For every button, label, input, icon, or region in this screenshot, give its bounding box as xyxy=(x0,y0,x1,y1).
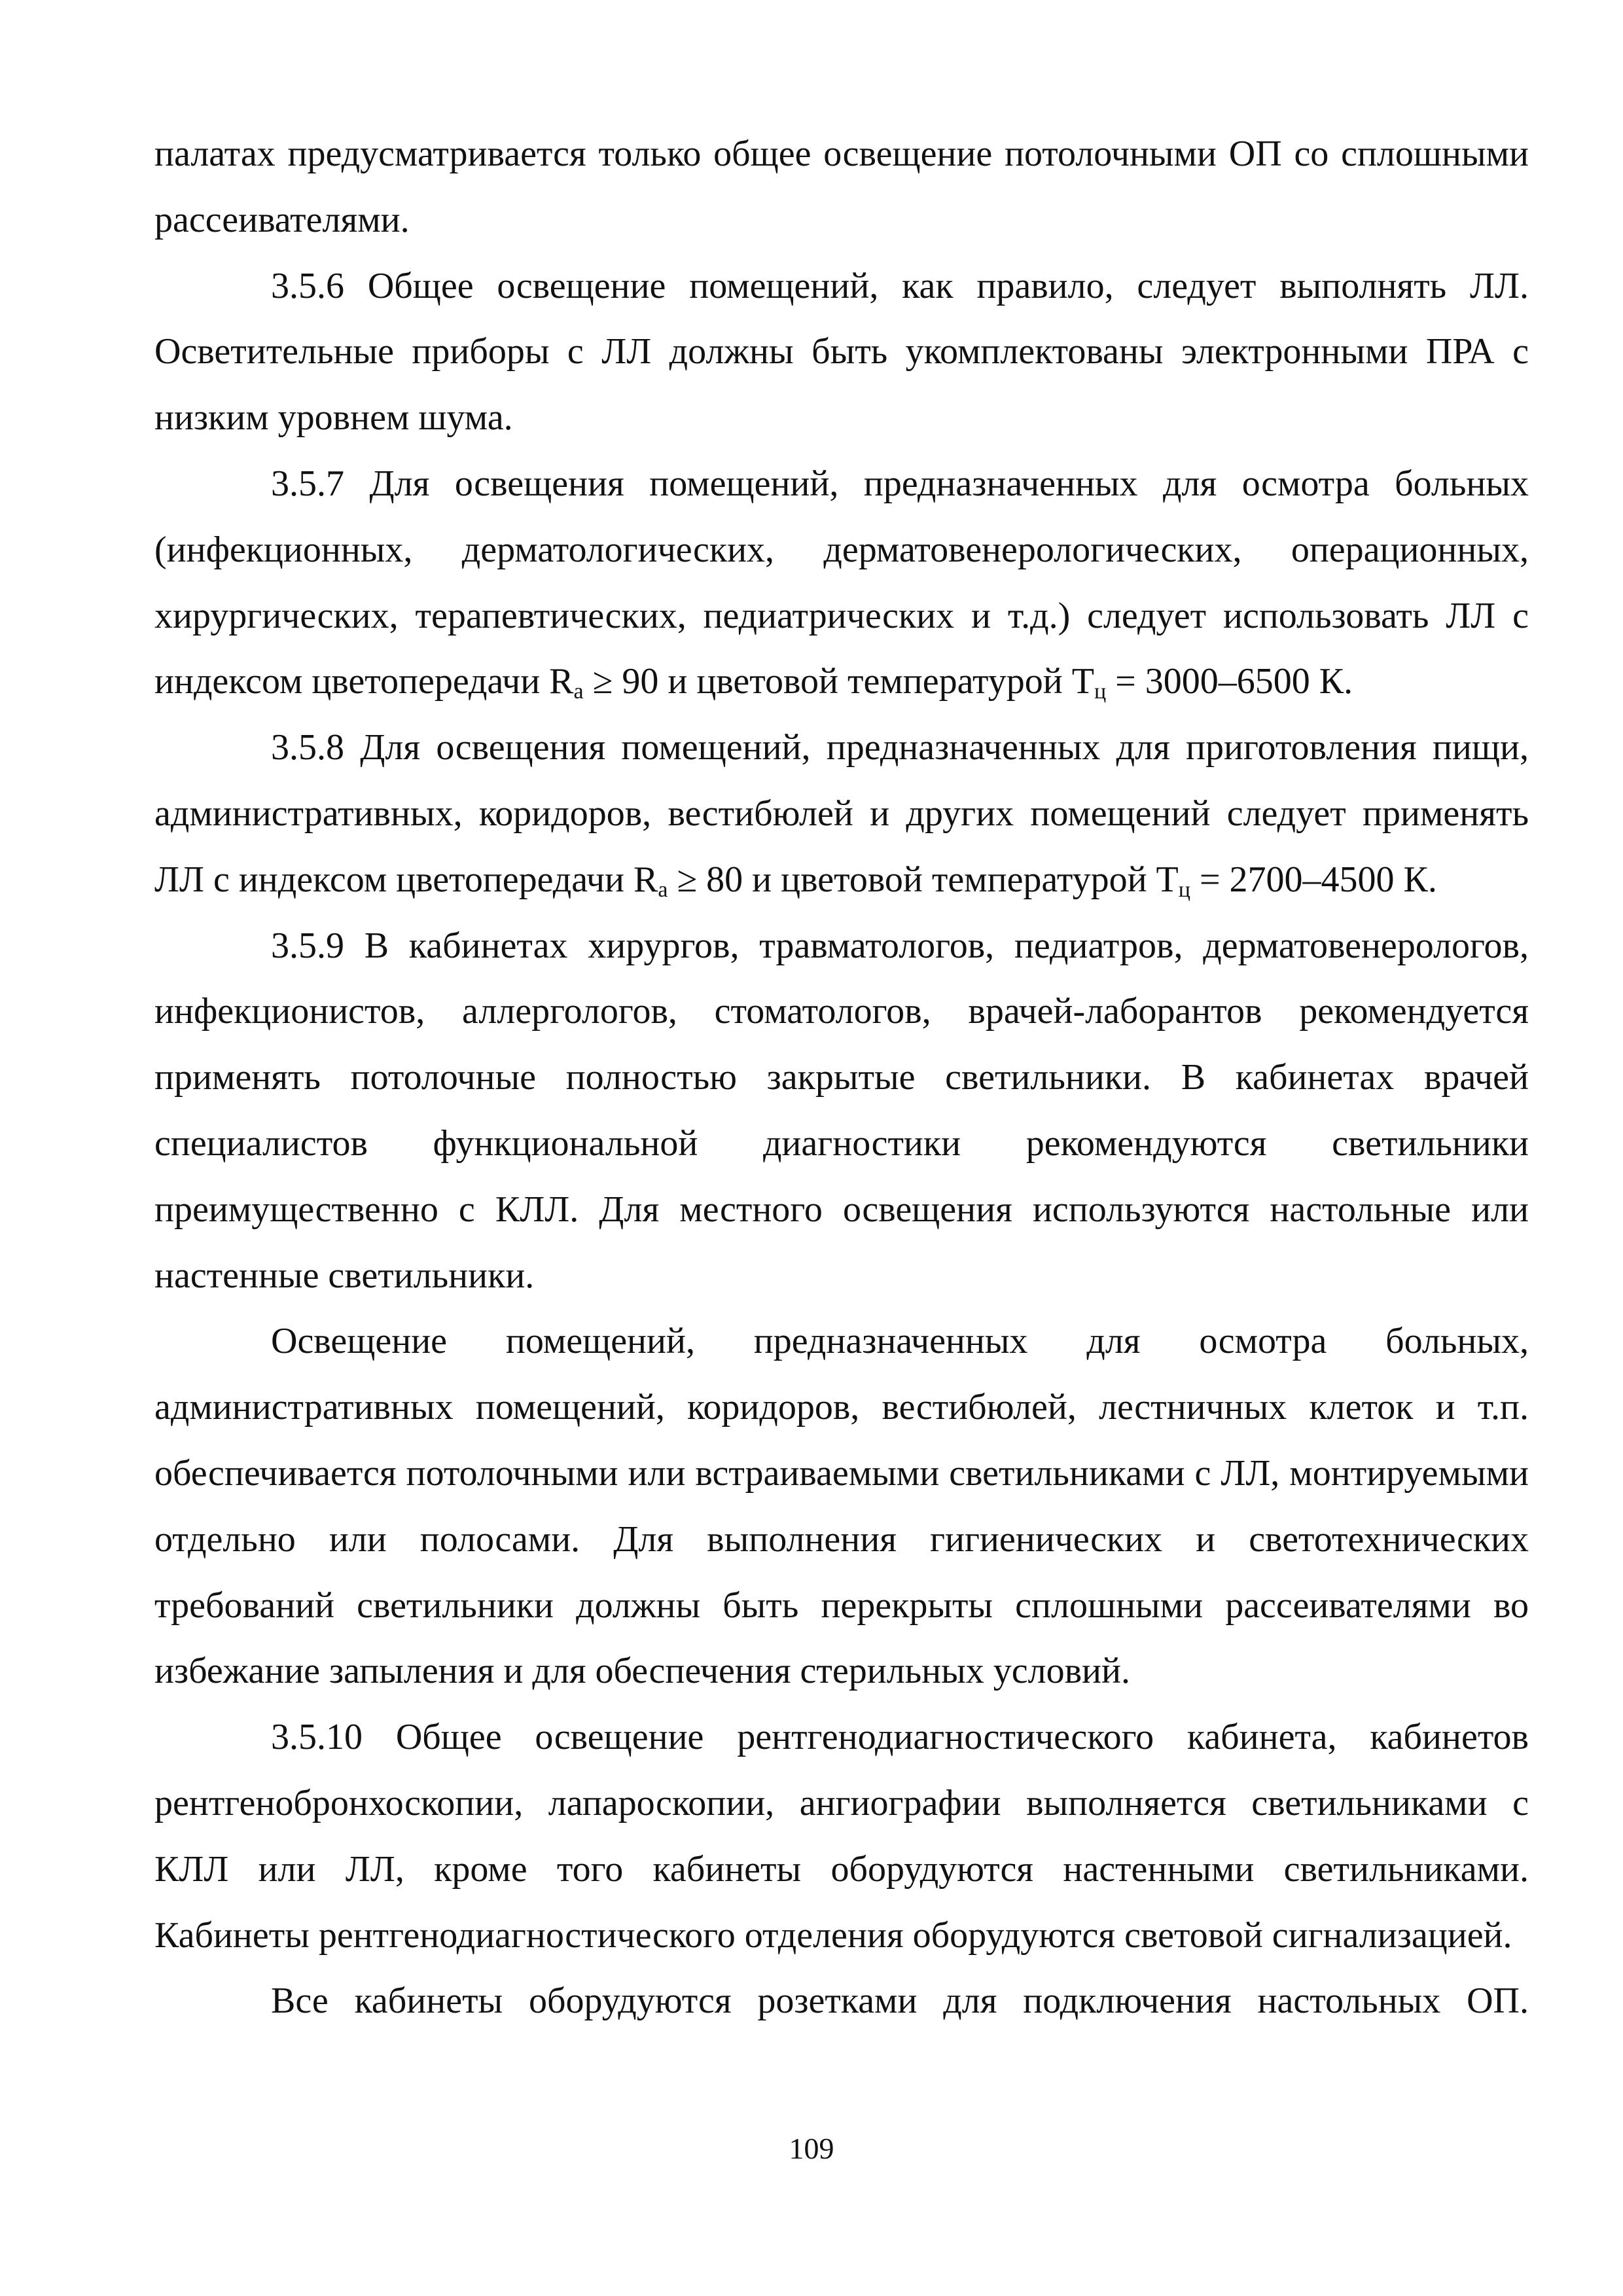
document-page xyxy=(154,121,1529,2034)
paragraph-3-5-7-text-a: 3.5.7 Для освещения помещений, предназначенных для осмотра больных (инфекционных, дерматологических, дерматовенерологических, операционных, хирургических, терапевтических, педиатрических и т.д.) следует использовать ЛЛ с индексом цветопередачи R xyxy=(154,463,1529,702)
paragraph-3-5-8-text-a: 3.5.8 Для освещения помещений, предназначенных для приготовления пищи, административных, коридоров, вестибюлей и других помещений следует применять ЛЛ с индексом цветопередачи R xyxy=(154,727,1529,900)
paragraph-3-5-7-text-c: = 3000–6500 К. xyxy=(1106,661,1353,702)
paragraph-3-5-7 xyxy=(154,451,1529,715)
color-temperature-subscript: ц xyxy=(1178,877,1190,902)
color-rendering-subscript: а xyxy=(573,679,584,704)
paragraph-continuation: палатах предусматривается только общее освещение потолочными ОП со сплошными рассеивателями. xyxy=(154,134,1529,240)
paragraph-3-5-6: 3.5.6 Общее освещение помещений, как правило, следует выполнять ЛЛ. Осветительные приборы с ЛЛ должны быть укомплектованы электронными ПРА с низким уровнем шума. xyxy=(154,265,1529,439)
paragraph-3-5-8 xyxy=(154,715,1529,912)
paragraph-3-5-8-text-c: = 2700–4500 К. xyxy=(1190,859,1437,900)
page-number: 109 xyxy=(789,2132,834,2165)
paragraph-3-5-7-text-b: ≥ 90 и цветовой температурой Т xyxy=(583,661,1094,702)
paragraph-lighting-general: Освещение помещений, предназначенных для осмотра больных, административных помещений, коридоров, вестибюлей, лестничных клеток и т.п. обеспечивается потолочными или встраиваемыми светильниками с ЛЛ, монтируемыми отдельно или полосами. Для выполнения гигиенических и светотехнических требований светильники должны быть перекрыты сплошными рассеивателями во избежание запыления и для обеспечения стерильных условий. xyxy=(154,1321,1529,1692)
paragraph-3-5-8-text-b: ≥ 80 и цветовой температурой Т xyxy=(668,859,1179,900)
color-rendering-subscript: а xyxy=(658,877,668,902)
paragraph-sockets: Все кабинеты оборудуются розетками для подключения настольных ОП. xyxy=(271,1981,1529,2022)
paragraph-3-5-10: 3.5.10 Общее освещение рентгенодиагностического кабинета, кабинетов рентгенобронхоскопии, лапароскопии, ангиографии выполняется светильниками с КЛЛ или ЛЛ, кроме того кабинеты оборудуются настенными светильниками. Кабинеты рентгенодиагностического отделения оборудуются световой сигнализацией. xyxy=(154,1717,1529,1956)
paragraph-3-5-9: 3.5.9 В кабинетах хирургов, травматологов, педиатров, дерматовенерологов, инфекционистов, аллергологов, стоматологов, врачей-лаборантов рекомендуется применять потолочные полностью закрытые светильники. В кабинетах врачей специалистов функциональной диагностики рекомендуются светильники преимущественно с КЛЛ. Для местного освещения используются настольные или настенные светильники. xyxy=(154,925,1529,1296)
color-temperature-subscript: ц xyxy=(1094,679,1107,704)
